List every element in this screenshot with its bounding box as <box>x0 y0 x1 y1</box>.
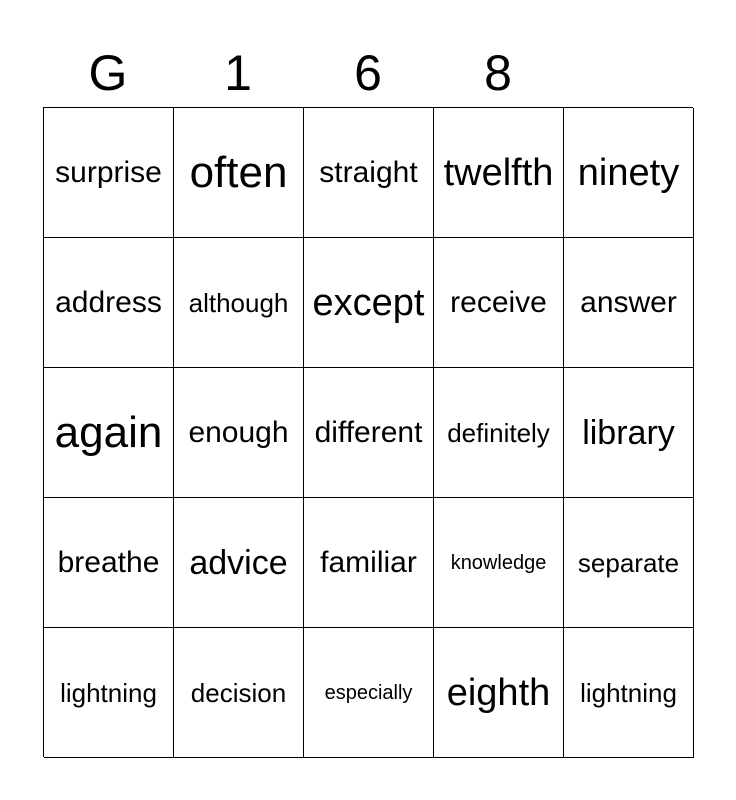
bingo-cell[interactable]: library <box>564 368 694 498</box>
bingo-cell[interactable]: again <box>44 368 174 498</box>
bingo-cell[interactable]: surprise <box>44 108 174 238</box>
header-letter: G <box>88 45 128 101</box>
bingo-cell[interactable]: receive <box>434 238 564 368</box>
bingo-cell[interactable]: straight <box>304 108 434 238</box>
bingo-cell[interactable]: enough <box>174 368 304 498</box>
bingo-cell[interactable]: eighth <box>434 628 564 758</box>
header-letter: 8 <box>484 45 512 101</box>
bingo-cell[interactable]: breathe <box>44 498 174 628</box>
bingo-cell[interactable]: familiar <box>304 498 434 628</box>
bingo-cell[interactable]: separate <box>564 498 694 628</box>
bingo-header <box>43 40 693 106</box>
bingo-board <box>43 107 693 757</box>
header-letter: 1 <box>224 45 252 101</box>
bingo-cell[interactable]: often <box>174 108 304 238</box>
bingo-cell[interactable]: especially <box>304 628 434 758</box>
header-letter: 6 <box>354 45 382 101</box>
header-letter <box>563 40 693 106</box>
bingo-cell[interactable]: different <box>304 368 434 498</box>
bingo-cell[interactable]: advice <box>174 498 304 628</box>
bingo-cell[interactable]: although <box>174 238 304 368</box>
bingo-cell[interactable]: address <box>44 238 174 368</box>
bingo-cell[interactable]: lightning <box>44 628 174 758</box>
bingo-cell[interactable]: except <box>304 238 434 368</box>
bingo-cell[interactable]: knowledge <box>434 498 564 628</box>
bingo-cell[interactable]: lightning <box>564 628 694 758</box>
bingo-cell[interactable]: ninety <box>564 108 694 238</box>
bingo-cell[interactable]: decision <box>174 628 304 758</box>
bingo-cell[interactable]: twelfth <box>434 108 564 238</box>
bingo-cell[interactable]: answer <box>564 238 694 368</box>
bingo-cell[interactable]: definitely <box>434 368 564 498</box>
